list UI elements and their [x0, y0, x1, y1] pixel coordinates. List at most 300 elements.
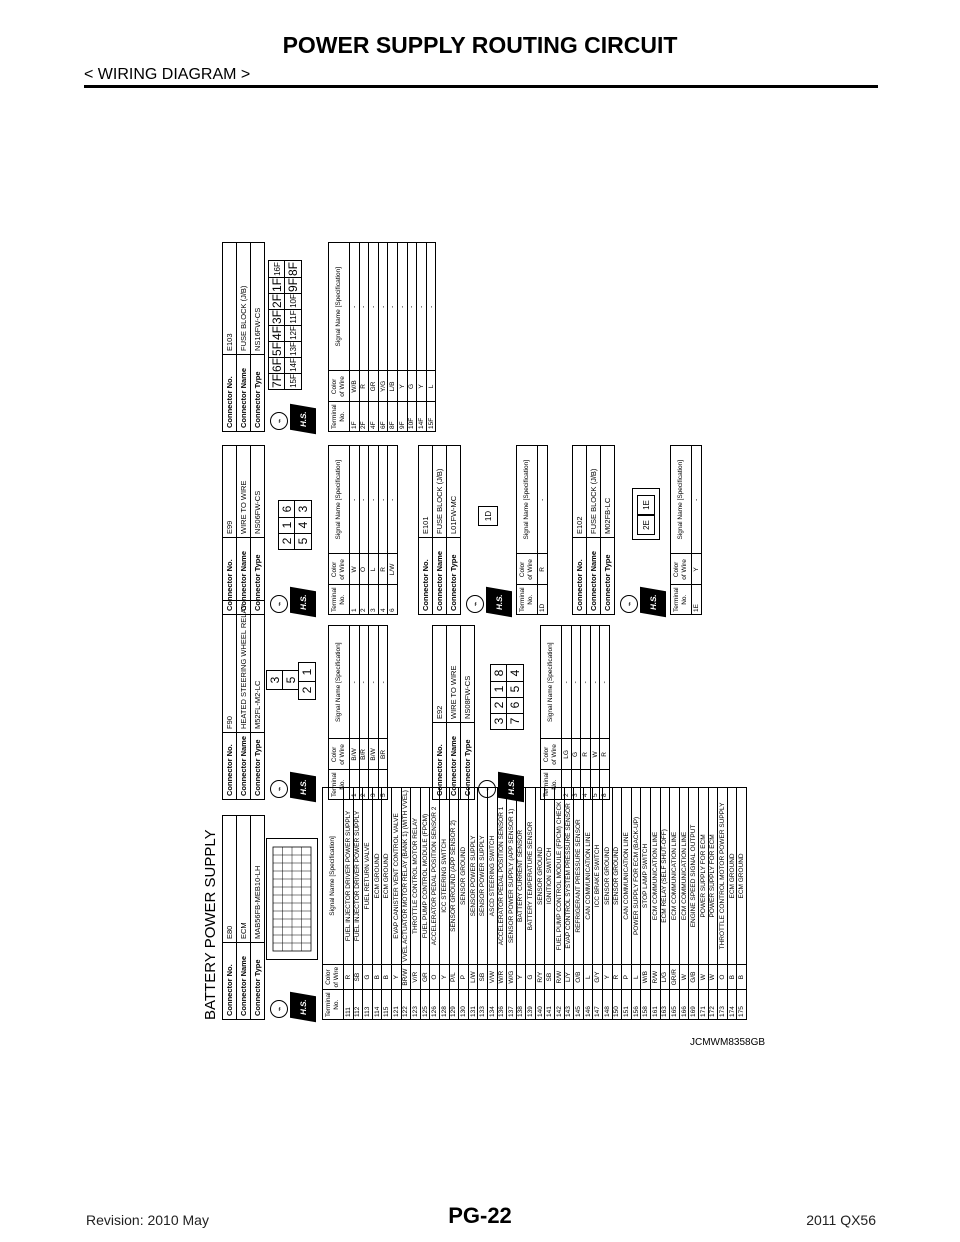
- signal-name: -: [692, 446, 702, 554]
- terminal-no: 3: [369, 770, 379, 800]
- e80-pin-row: [727, 788, 737, 1020]
- e101-pin-rows: [538, 446, 548, 615]
- e80-pin-rows: [344, 788, 747, 1020]
- page-title: POWER SUPPLY ROUTING CIRCUIT: [282, 32, 678, 58]
- terminal-no: 125: [420, 990, 430, 1020]
- hs-badge: H.S.: [640, 587, 666, 618]
- wire-color: W: [350, 554, 360, 585]
- signal-name: VVEL ACTUATOR MOTOR RELAY (BANK 1) (WITH VVEL): [401, 788, 411, 965]
- wire-color: BR/W: [401, 964, 411, 990]
- color-label: Color: [325, 969, 332, 985]
- wire-color: Y: [391, 964, 401, 990]
- f90-pin-row: [350, 626, 360, 800]
- wire-color: BR: [378, 739, 388, 770]
- e80-pin-row: [468, 788, 478, 1020]
- signal-name: -: [369, 243, 379, 371]
- terminal-no: 114: [372, 990, 382, 1020]
- e99-pin: 1: [278, 516, 296, 534]
- e80-pin-row: [612, 788, 622, 1020]
- signal-name: -: [571, 626, 581, 739]
- wire-color: W/R: [497, 964, 507, 990]
- e92-pin: 7: [506, 712, 524, 730]
- e92-connector-face: [490, 650, 530, 730]
- connector-view-icon: ⌁: [270, 1000, 288, 1018]
- signal-name: SENSOR POWER SUPPLY (APP SENSOR 1): [507, 788, 517, 965]
- wire-color: SB: [478, 964, 488, 990]
- e103-pin: 7F: [270, 374, 284, 389]
- connector-type-label: Connector Type: [461, 723, 475, 800]
- wiring-diagram: [200, 90, 746, 1030]
- wire-color: Y: [603, 964, 613, 990]
- e103-pin: 12F: [284, 324, 302, 342]
- connector-type-label: Connector Type: [251, 538, 265, 615]
- terminal-no: 2: [359, 585, 369, 615]
- e80-connector-info: [222, 815, 265, 1020]
- e99-pin: 5: [294, 532, 312, 550]
- e80-pin-row: [718, 788, 728, 1020]
- e92-pin: 3: [490, 712, 508, 730]
- e102-connector-info: [572, 445, 615, 615]
- terminal-no: 148: [603, 990, 613, 1020]
- color-label: Color: [331, 746, 338, 763]
- wire-color: R/Y: [535, 964, 545, 990]
- wire-color: Y: [397, 371, 407, 402]
- e80-pin-row: [535, 788, 545, 1020]
- wire-color: B: [382, 964, 392, 990]
- e92-pin-row: [571, 626, 581, 800]
- e102-pin-table: [670, 445, 702, 615]
- terminal-no: 137: [507, 990, 517, 1020]
- wire-color: G/Y: [593, 964, 603, 990]
- e80-pin-row: [660, 788, 670, 1020]
- signal-name: BATTERY CURRENT SENSOR: [516, 788, 526, 965]
- e92-pin-row: [590, 626, 600, 800]
- signal-name: ACCELERATOR PEDAL POSITION SENSOR 2: [430, 788, 440, 965]
- terminal-no: 142: [555, 990, 565, 1020]
- terminal-no: 1: [350, 770, 360, 800]
- e99-pin-row: [388, 446, 398, 615]
- signal-name: POWER SUPPLY FOR ECM: [708, 788, 718, 965]
- e102-connector-no: E102: [573, 446, 587, 538]
- terminal-no: 2: [562, 770, 572, 800]
- e80-pin-row: [353, 788, 363, 1020]
- e80-connector-face: [266, 838, 318, 960]
- e80-pin-row: [439, 788, 449, 1020]
- e80-connector-type: MAB56FB-MEB10-LH: [251, 816, 265, 943]
- e92-connector-name: WIRE TO WIRE: [447, 626, 461, 723]
- wire-color: L/Y: [564, 964, 574, 990]
- e99-pin: 2: [278, 532, 296, 550]
- connector-no-label: Connector No.: [223, 355, 237, 432]
- f90-pin-row: [369, 626, 379, 800]
- no-label: No.: [333, 999, 340, 1010]
- signal-name: POWER SUPPLY FOR ECM (BACK-UP): [631, 788, 641, 965]
- terminal-no: 145: [574, 990, 584, 1020]
- e80-pin-row: [516, 788, 526, 1020]
- no-label: No.: [527, 594, 534, 605]
- wire-color: B/W: [350, 739, 360, 770]
- signal-name: -: [426, 243, 436, 371]
- signal-name: ICC STEERING SWITCH: [439, 788, 449, 965]
- e92-pin: 8: [490, 664, 508, 682]
- terminal-no: 161: [651, 990, 661, 1020]
- signal-name: THROTTLE CONTROL MOTOR POWER SUPPLY: [718, 788, 728, 965]
- terminal-no: 173: [718, 990, 728, 1020]
- e80-pin-table: [322, 787, 747, 1020]
- e80-pin-row: [679, 788, 689, 1020]
- color-header: [329, 739, 350, 770]
- terminal-no: 139: [526, 990, 536, 1020]
- f90-pin-row: [359, 626, 369, 800]
- e99-pin-rows: [350, 446, 398, 615]
- e103-pin: 6F: [270, 358, 284, 373]
- wire-color: B/R: [359, 739, 369, 770]
- connector-name-label: Connector Name: [237, 355, 251, 432]
- e99-pin: 6: [278, 500, 296, 518]
- terminal-no: 171: [698, 990, 708, 1020]
- e80-pin-row: [651, 788, 661, 1020]
- e92-connector-info: [432, 625, 475, 800]
- color-label: Color: [543, 746, 550, 763]
- e101-connector-name: FUSE BLOCK (J/B): [433, 446, 447, 538]
- connector-no-label: Connector No.: [419, 538, 433, 615]
- wire-color: Y/G: [378, 371, 388, 402]
- signal-name: SENSOR GROUND: [603, 788, 613, 965]
- e80-pin-row: [708, 788, 718, 1020]
- signal-name: ECM GROUND: [737, 788, 747, 965]
- f90-pin-row: [378, 626, 388, 800]
- connector-no-label: Connector No.: [223, 943, 237, 1020]
- section-title: BATTERY POWER SUPPLY: [202, 829, 219, 1020]
- e103-pin-row: [407, 243, 417, 432]
- wire-color: L/W: [468, 964, 478, 990]
- e102-pin: 2E: [637, 515, 655, 535]
- e99-connector-face: [278, 480, 318, 550]
- e102-pin-row: [692, 446, 702, 615]
- terminal-no: 2: [359, 770, 369, 800]
- terminal-no: 5: [590, 770, 600, 800]
- color-header: [671, 554, 692, 585]
- e80-pin-row: [698, 788, 708, 1020]
- connector-view-icon: ⌁: [270, 412, 288, 430]
- page-subtitle: < WIRING DIAGRAM >: [84, 66, 251, 83]
- terminal-no: 3: [369, 585, 379, 615]
- terminal-no: 166: [679, 990, 689, 1020]
- wire-color: O: [359, 554, 369, 585]
- wire-color: L: [369, 554, 379, 585]
- wire-color: R: [600, 739, 610, 770]
- connector-no-label: Connector No.: [433, 723, 447, 800]
- e80-pin-row: [391, 788, 401, 1020]
- terminal-no: 9F: [397, 402, 407, 432]
- terminal-no: 126: [430, 990, 440, 1020]
- wire-color: R: [359, 371, 369, 402]
- e103-pin-row: [350, 243, 360, 432]
- e80-pin-row: [555, 788, 565, 1020]
- signal-name: SENSOR GROUND: [535, 788, 545, 965]
- e80-pin-row: [670, 788, 680, 1020]
- hs-badge: H.S.: [290, 772, 316, 803]
- signal-name: ECM RELAY (SELF SHUT-OFF): [660, 788, 670, 965]
- signal-name: -: [538, 446, 548, 554]
- e80-pin-row: [487, 788, 497, 1020]
- e80-pin-row: [363, 788, 373, 1020]
- terminal-no: 14F: [417, 402, 427, 432]
- e92-connector-type: NS08FW-CS: [461, 626, 475, 723]
- e103-pin: 14F: [284, 356, 302, 374]
- terminal-no: 113: [363, 990, 373, 1020]
- signal-name: FUEL INJECTOR DRIVER POWER SUPPLY: [344, 788, 354, 965]
- color-label: Color: [331, 378, 338, 395]
- e103-pin: 13F: [284, 340, 302, 358]
- e80-pin-row: [449, 788, 459, 1020]
- wire-color: R: [581, 739, 591, 770]
- hs-badge: H.S.: [486, 587, 512, 618]
- terminal-no: 172: [708, 990, 718, 1020]
- e80-pin-row: [401, 788, 411, 1020]
- wire-color: Y: [516, 964, 526, 990]
- e103-pin: 10F: [284, 292, 302, 310]
- wire-color: W: [708, 964, 718, 990]
- e80-pin-row: [372, 788, 382, 1020]
- f90-connector-no: F90: [223, 601, 237, 733]
- signal-name: -: [369, 626, 379, 739]
- wire-color: W: [698, 964, 708, 990]
- color-header: [541, 739, 562, 770]
- signal-name: ENGINE SPEED SIGNAL OUTPUT: [689, 788, 699, 965]
- terminal-header: [329, 770, 350, 800]
- e99-connector-no: E99: [223, 446, 237, 538]
- terminal-header: [323, 990, 344, 1020]
- no-label: No.: [681, 594, 688, 605]
- e80-pin-row: [564, 788, 574, 1020]
- e80-pin-row: [411, 788, 421, 1020]
- signal-name: POWER SUPPLY FOR ECM: [698, 788, 708, 965]
- e80-connector-no: E80: [223, 816, 237, 943]
- terminal-no: 165: [670, 990, 680, 1020]
- terminal-no: 163: [660, 990, 670, 1020]
- terminal-no: 138: [516, 990, 526, 1020]
- wire-color: B/W: [369, 739, 379, 770]
- terminal-no: 156: [631, 990, 641, 1020]
- e103-pin: 9F: [286, 278, 300, 293]
- wire-color: GR: [420, 964, 430, 990]
- wire-color: LG: [562, 739, 572, 770]
- color-label: Color: [519, 561, 526, 578]
- e80-pin-row: [574, 788, 584, 1020]
- e80-pin-row: [430, 788, 440, 1020]
- e103-pin-row: [369, 243, 379, 432]
- wire-color: G: [363, 964, 373, 990]
- f90-connector-info: [222, 600, 265, 800]
- footer-page-number: PG-22: [448, 1203, 512, 1228]
- terminal-no: 6: [388, 585, 398, 615]
- e99-connector-type: NS06FW-CS: [251, 446, 265, 538]
- figure-code: JCMWM8358GB: [690, 1037, 766, 1048]
- terminal-no: 4: [581, 770, 591, 800]
- signal-name: FUEL INJECTOR DRIVER POWER SUPPLY: [353, 788, 363, 965]
- wire-color: G: [526, 964, 536, 990]
- terminal-no: 10F: [407, 402, 417, 432]
- signal-header: Signal Name [Specification]: [323, 788, 344, 965]
- signal-name: EVAP CONTROL SYSTEM PRESSURE SENSOR: [564, 788, 574, 965]
- e80-pin-row: [641, 788, 651, 1020]
- wire-color: R: [378, 554, 388, 585]
- wire-color: W/B: [641, 964, 651, 990]
- terminal-header: [517, 585, 538, 615]
- connector-no-label: Connector No.: [223, 732, 237, 799]
- wire-color: SB: [353, 964, 363, 990]
- wire-color: L: [631, 964, 641, 990]
- connector-view-icon: ⌁: [270, 780, 288, 798]
- e92-pin-row: [581, 626, 591, 800]
- connector-view-icon: ⌁: [478, 780, 496, 798]
- wire-color: R: [344, 964, 354, 990]
- e102-connector-type: M02FB-LC: [601, 446, 615, 538]
- signal-name: ECM COMMUNICATION LINE: [679, 788, 689, 965]
- terminal-no: 140: [535, 990, 545, 1020]
- e103-pin: 2F: [270, 294, 284, 309]
- connector-view-icon: ⌁: [270, 595, 288, 613]
- e103-pin: 16F: [268, 260, 286, 278]
- signal-header: Signal Name [Specification]: [517, 446, 538, 554]
- signal-name: -: [369, 446, 379, 554]
- e101-connector-type: L01FW-MC: [447, 446, 461, 538]
- connector-type-label: Connector Type: [251, 732, 265, 799]
- e101-pin-row: [538, 446, 548, 615]
- e103-pin: 8F: [286, 262, 300, 277]
- signal-name: -: [378, 446, 388, 554]
- terminal-no: 130: [459, 990, 469, 1020]
- signal-header: Signal Name [Specification]: [541, 626, 562, 739]
- signal-name: -: [388, 243, 398, 371]
- hs-badge: H.S.: [290, 587, 316, 618]
- signal-name: ACCELERATOR PEDAL POSITION SENSOR 1: [497, 788, 507, 965]
- e99-pin: 3: [294, 500, 312, 518]
- signal-name: -: [378, 243, 388, 371]
- wire-color: W/G: [507, 964, 517, 990]
- terminal-no: 134: [487, 990, 497, 1020]
- terminal-header: [329, 585, 350, 615]
- signal-name: -: [562, 626, 572, 739]
- signal-name: ASCD STEERING SWITCH: [487, 788, 497, 965]
- e103-connector-face: [268, 250, 312, 390]
- e80-connector-name: ECM: [237, 816, 251, 943]
- terminal-no: 4F: [369, 402, 379, 432]
- e103-pin-table: [328, 242, 436, 432]
- e103-pin: 5F: [270, 342, 284, 357]
- wire-color: O: [430, 964, 440, 990]
- e80-pin-row: [526, 788, 536, 1020]
- f90-pin-table: [328, 625, 388, 800]
- terminal-label: Terminal: [519, 587, 526, 612]
- e103-pin: 15F: [284, 372, 302, 390]
- signal-name: REFRIGERANT PRESSURE SENSOR: [574, 788, 584, 965]
- terminal-label: Terminal: [331, 772, 338, 797]
- e103-pin-row: [397, 243, 407, 432]
- terminal-no: 129: [449, 990, 459, 1020]
- terminal-no: 8F: [388, 402, 398, 432]
- wire-color: P: [622, 964, 632, 990]
- terminal-header: [329, 402, 350, 432]
- e92-pin: 6: [506, 696, 524, 714]
- e92-pin-table: [540, 625, 610, 800]
- connector-name-label: Connector Name: [447, 723, 461, 800]
- wire-color: SB: [545, 964, 555, 990]
- wire-color: B: [372, 964, 382, 990]
- connector-name-label: Connector Name: [237, 538, 251, 615]
- signal-name: -: [359, 243, 369, 371]
- signal-name: -: [378, 626, 388, 739]
- terminal-no: 111: [344, 990, 354, 1020]
- wire-color: V/R: [411, 964, 421, 990]
- no-label: No.: [339, 779, 346, 790]
- of-wire-label: of Wire: [339, 376, 346, 397]
- signal-name: ICC BRAKE SWITCH: [593, 788, 603, 965]
- color-label: Color: [331, 561, 338, 578]
- wire-color: W: [590, 739, 600, 770]
- wire-color: Y: [692, 554, 702, 585]
- e80-pin-row: [631, 788, 641, 1020]
- e103-pin: 1F: [270, 278, 284, 293]
- of-wire-label: of Wire: [527, 559, 534, 580]
- of-wire-label: of Wire: [339, 744, 346, 765]
- e92-pin: 2: [490, 696, 508, 714]
- terminal-no: 150: [612, 990, 622, 1020]
- signal-name: -: [590, 626, 600, 739]
- e99-pin: 4: [294, 516, 312, 534]
- signal-name: CAN COMMUNICATION LINE: [622, 788, 632, 965]
- signal-name: SENSOR POWER SUPPLY: [478, 788, 488, 965]
- signal-header: Signal Name [Specification]: [671, 446, 692, 554]
- e99-connector-info: [222, 445, 265, 615]
- signal-name: -: [350, 626, 360, 739]
- wire-color: R: [612, 964, 622, 990]
- e103-connector-no: E103: [223, 243, 237, 355]
- e103-pin: 11F: [284, 308, 302, 326]
- wire-color: G: [571, 739, 581, 770]
- signal-name: ECM COMMUNICATION LINE: [651, 788, 661, 965]
- e101-pin-table: [516, 445, 548, 615]
- e80-pin-row: [420, 788, 430, 1020]
- e101-connector-no: E101: [419, 446, 433, 538]
- no-label: No.: [551, 779, 558, 790]
- signal-name: -: [397, 243, 407, 371]
- e99-pin-row: [350, 446, 360, 615]
- signal-header: Signal Name [Specification]: [329, 243, 350, 371]
- footer-model: 2011 QX56: [806, 1212, 876, 1228]
- signal-name: -: [388, 446, 398, 554]
- connector-view-icon: ⌁: [620, 595, 638, 613]
- e103-pin-row: [359, 243, 369, 432]
- terminal-no: 128: [439, 990, 449, 1020]
- wire-color: R/W: [555, 964, 565, 990]
- e80-pin-row: [603, 788, 613, 1020]
- terminal-no: 1: [350, 585, 360, 615]
- wire-color: R: [538, 554, 548, 585]
- wire-color: B: [737, 964, 747, 990]
- e102-connector-face: [632, 488, 660, 540]
- terminal-no: 141: [545, 990, 555, 1020]
- connector-type-label: Connector Type: [601, 538, 615, 615]
- signal-name: SENSOR GROUND: [459, 788, 469, 965]
- color-header: [329, 371, 350, 402]
- wire-color: GR/R: [670, 964, 680, 990]
- e80-pin-row: [344, 788, 354, 1020]
- wire-color: P/L: [449, 964, 459, 990]
- e80-pin-row: [478, 788, 488, 1020]
- signal-name: SENSOR POWER SUPPLY: [468, 788, 478, 965]
